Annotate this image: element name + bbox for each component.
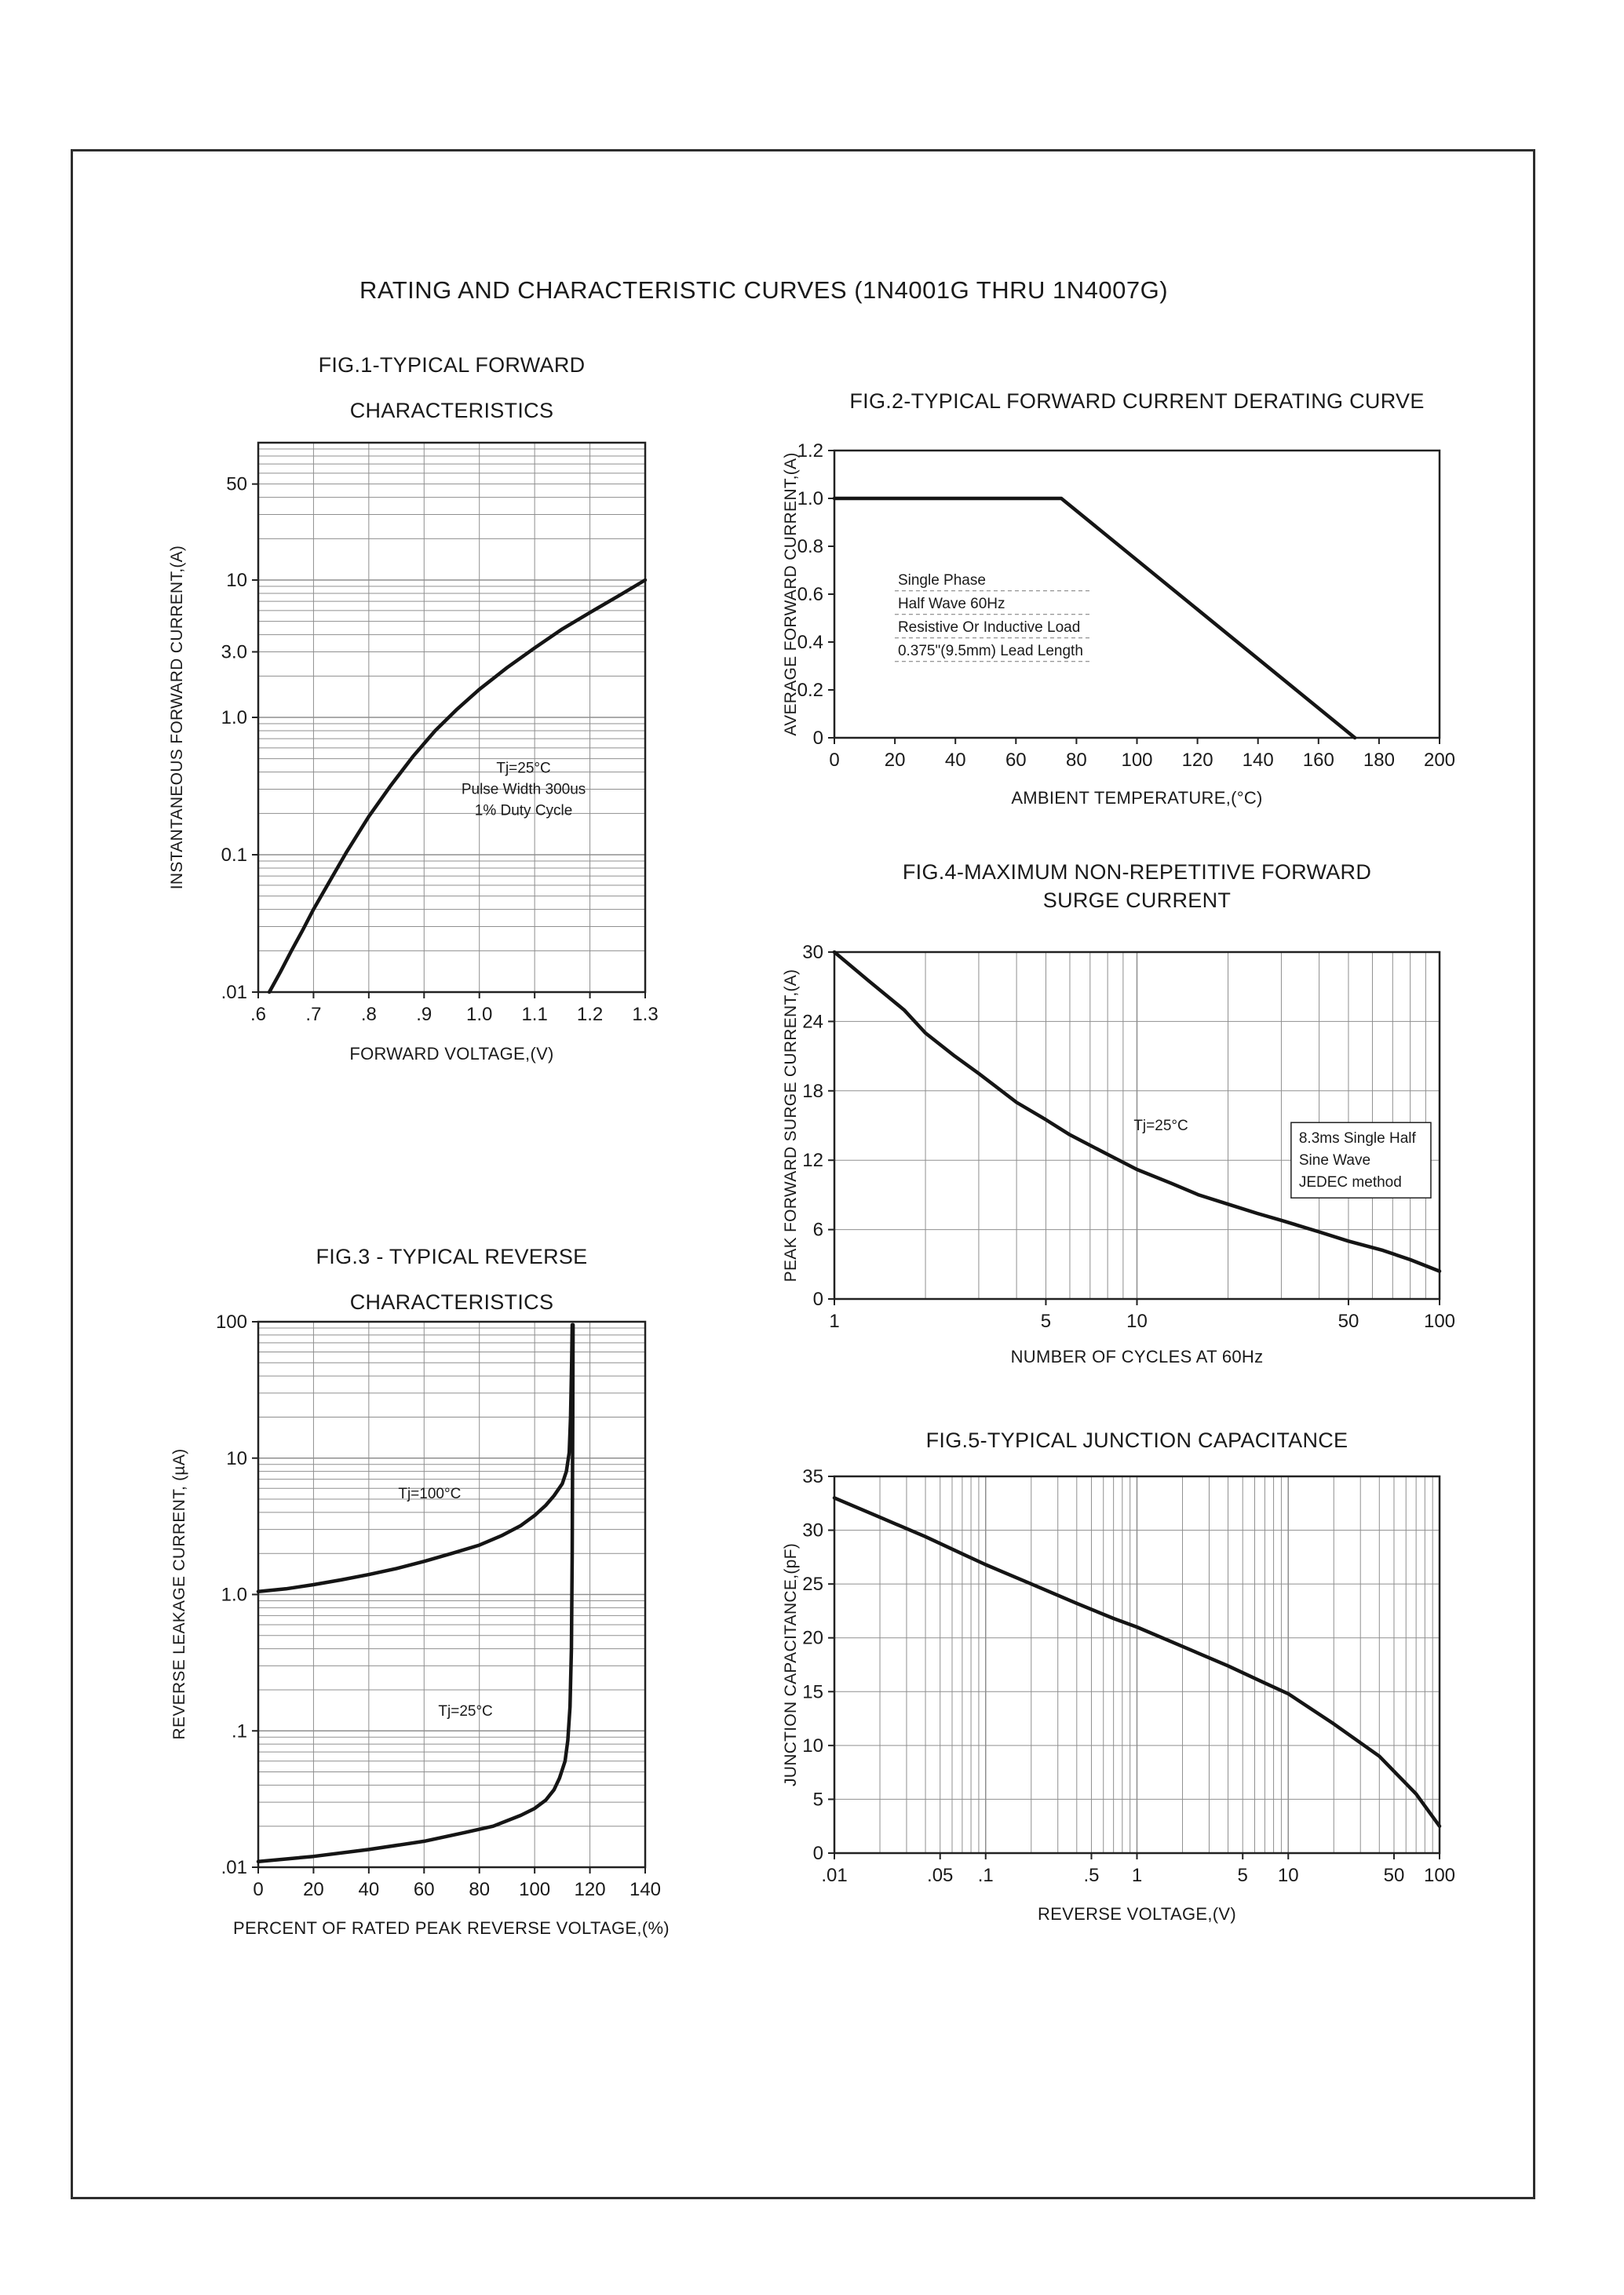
fig2-y-tick-label: 1.2 — [797, 440, 823, 462]
annotation-text: Single Phase — [897, 571, 986, 589]
fig5-xlabel: REVERSE VOLTAGE,(V) — [1037, 1904, 1237, 1924]
fig1-x-tick-label: 1.0 — [466, 1004, 493, 1025]
fig2-x-tick-label: 0 — [829, 750, 840, 771]
fig5-title: FIG.5-TYPICAL JUNCTION CAPACITANCE — [925, 1428, 1348, 1452]
fig1-x-tick-label: .8 — [360, 1004, 377, 1025]
fig5-x-tick-label: 5 — [1237, 1865, 1248, 1886]
fig5-ylabel: JUNCTION CAPACITANCE,(pF) — [782, 1542, 800, 1787]
fig3-xlabel: PERCENT OF RATED PEAK REVERSE VOLTAGE,(%) — [233, 1918, 670, 1938]
fig2-y-tick-label: 0.6 — [797, 584, 823, 605]
fig5-y-tick-label: 25 — [802, 1574, 823, 1596]
fig1-y-tick-label: 10 — [226, 570, 247, 591]
fig1-x-tick-label: .6 — [250, 1004, 267, 1025]
fig2-x-tick-label: 80 — [1066, 750, 1087, 771]
fig2-y-tick-label: 0.2 — [797, 680, 823, 701]
fig2-xlabel: AMBIENT TEMPERATURE,(°C) — [1011, 788, 1263, 808]
fig2-x-tick-label: 160 — [1302, 750, 1334, 771]
fig2-curve-derating — [834, 498, 1355, 738]
fig1-x-tick-label: 1.1 — [521, 1004, 548, 1025]
annotation-text: Tj=25°C — [1133, 1118, 1188, 1134]
fig5-x-tick-label: 10 — [1277, 1865, 1299, 1886]
annotation-text: Tj=25°C — [496, 760, 551, 777]
fig5-x-tick-label: .05 — [927, 1865, 954, 1886]
fig4-y-tick-label: 12 — [802, 1150, 823, 1172]
fig2-x-tick-label: 100 — [1121, 750, 1153, 771]
fig4-x-tick-label: 1 — [829, 1311, 840, 1332]
fig1-subtitle: CHARACTERISTICS — [349, 399, 554, 422]
fig3-subtitle: CHARACTERISTICS — [349, 1290, 554, 1314]
fig1-x-tick-label: .7 — [305, 1004, 322, 1025]
fig2-y-tick-label: 0 — [812, 728, 823, 749]
fig3-y-tick-label: 1.0 — [221, 1584, 247, 1606]
fig5-chart — [769, 1452, 1476, 1892]
annotation-text: Tj=25°C — [438, 1702, 493, 1720]
annotation-text: Resistive Or Inductive Load — [897, 618, 1081, 636]
fig5-x-tick-label: .1 — [977, 1865, 994, 1886]
fig3-x-tick-label: 100 — [519, 1879, 551, 1900]
fig2-y-tick-label: 0.8 — [797, 536, 823, 557]
fig2-y-tick-label: 1.0 — [797, 488, 823, 509]
fig4-subtitle: SURGE CURRENT — [1042, 888, 1232, 912]
fig5-x-tick-label: 1 — [1131, 1865, 1143, 1886]
fig5-x-tick-label: .01 — [821, 1865, 848, 1886]
fig4-chart — [769, 926, 1476, 1342]
fig1-y-tick-label: 3.0 — [221, 641, 247, 663]
fig1-x-tick-label: 1.3 — [632, 1004, 659, 1025]
fig3-x-tick-label: 120 — [574, 1879, 606, 1900]
fig2-chart — [769, 428, 1476, 781]
page-title: RATING AND CHARACTERISTIC CURVES (1N4001G THRU 1N4007G) — [359, 276, 1169, 304]
fig5-y-tick-label: 10 — [802, 1735, 823, 1757]
fig4-x-tick-label: 5 — [1040, 1311, 1052, 1332]
fig2-x-tick-label: 20 — [884, 750, 906, 771]
fig5-x-tick-label: 100 — [1423, 1865, 1456, 1886]
annotation-text: Tj=100°C — [398, 1485, 462, 1502]
fig3-y-tick-label: .01 — [221, 1857, 247, 1878]
fig3-x-tick-label: 60 — [413, 1879, 435, 1900]
fig1-ylabel: INSTANTANEOUS FORWARD CURRENT,(A) — [168, 545, 186, 890]
fig1-title: FIG.1-TYPICAL FORWARD — [318, 353, 586, 377]
fig2-ylabel: AVERAGE FORWARD CURRENT,(A) — [782, 452, 800, 736]
fig1-y-tick-label: .01 — [221, 982, 247, 1003]
fig2-x-tick-label: 60 — [1005, 750, 1027, 771]
fig3-x-tick-label: 80 — [469, 1879, 491, 1900]
fig2-x-tick-label: 40 — [944, 750, 966, 771]
fig1-y-tick-label: 0.1 — [221, 845, 247, 866]
annotation-text: 8.3ms Single Half — [1298, 1130, 1416, 1148]
fig5-x-tick-label: 50 — [1383, 1865, 1405, 1886]
fig2-x-tick-label: 120 — [1181, 750, 1213, 771]
fig5-y-tick-label: 35 — [802, 1466, 823, 1487]
fig4-xlabel: NUMBER OF CYCLES AT 60Hz — [1010, 1347, 1264, 1366]
fig4-y-tick-label: 0 — [812, 1289, 823, 1310]
fig3-x-tick-label: 20 — [303, 1879, 324, 1900]
annotation-text: 1% Duty Cycle — [474, 802, 573, 819]
fig3-y-tick-label: .1 — [231, 1720, 247, 1742]
fig5-y-tick-label: 5 — [812, 1789, 823, 1811]
fig3-x-tick-label: 0 — [253, 1879, 264, 1900]
fig3-x-tick-label: 40 — [358, 1879, 380, 1900]
fig5-y-tick-label: 20 — [802, 1627, 823, 1649]
fig3-ylabel: REVERSE LEAKAGE CURRENT, (µA) — [170, 1448, 188, 1740]
fig2-x-tick-label: 180 — [1363, 750, 1395, 771]
annotation-text: JEDEC method — [1298, 1174, 1402, 1191]
fig3-y-tick-label: 100 — [215, 1312, 247, 1333]
fig4-y-tick-label: 30 — [802, 942, 823, 963]
fig3-chart — [141, 1303, 675, 1931]
fig1-x-tick-label: .9 — [416, 1004, 432, 1025]
fig2-x-tick-label: 200 — [1423, 750, 1456, 771]
fig4-y-tick-label: 6 — [812, 1219, 823, 1241]
fig4-x-tick-label: 100 — [1423, 1311, 1456, 1332]
fig1-x-tick-label: 1.2 — [576, 1004, 604, 1025]
fig1-xlabel: FORWARD VOLTAGE,(V) — [349, 1044, 554, 1064]
fig4-x-tick-label: 10 — [1126, 1311, 1148, 1332]
fig2-y-tick-label: 0.4 — [797, 632, 823, 653]
fig5-y-tick-label: 0 — [812, 1843, 823, 1864]
fig1-chart — [141, 424, 675, 1052]
fig5-y-tick-label: 30 — [802, 1520, 823, 1542]
fig2-title: FIG.2-TYPICAL FORWARD CURRENT DERATING CURVE — [849, 389, 1425, 413]
fig4-y-tick-label: 18 — [802, 1080, 823, 1102]
fig3-x-tick-label: 140 — [629, 1879, 662, 1900]
fig4-y-tick-label: 24 — [802, 1011, 823, 1033]
annotation-text: Sine Wave — [1298, 1152, 1371, 1169]
annotation-text: Pulse Width 300us — [461, 781, 586, 798]
annotation-text: 0.375"(9.5mm) Lead Length — [897, 642, 1083, 659]
fig1-y-tick-label: 50 — [226, 473, 247, 495]
fig3-curve-tj-25c — [258, 1325, 573, 1862]
fig4-title: FIG.4-MAXIMUM NON-REPETITIVE FORWARD — [902, 860, 1372, 884]
fig2-x-tick-label: 140 — [1242, 750, 1274, 771]
fig1-y-tick-label: 1.0 — [221, 707, 247, 728]
fig1-curve-forward-current — [269, 580, 645, 992]
annotation-text: Half Wave 60Hz — [897, 595, 1005, 612]
fig5-x-tick-label: .5 — [1083, 1865, 1100, 1886]
fig3-title: FIG.3 - TYPICAL REVERSE — [316, 1245, 588, 1268]
fig4-x-tick-label: 50 — [1338, 1311, 1359, 1332]
fig4-ylabel: PEAK FORWARD SURGE CURRENT,(A) — [782, 969, 800, 1282]
fig2-plot-border — [834, 451, 1440, 738]
fig3-y-tick-label: 10 — [226, 1447, 247, 1469]
fig5-y-tick-label: 15 — [802, 1681, 823, 1703]
